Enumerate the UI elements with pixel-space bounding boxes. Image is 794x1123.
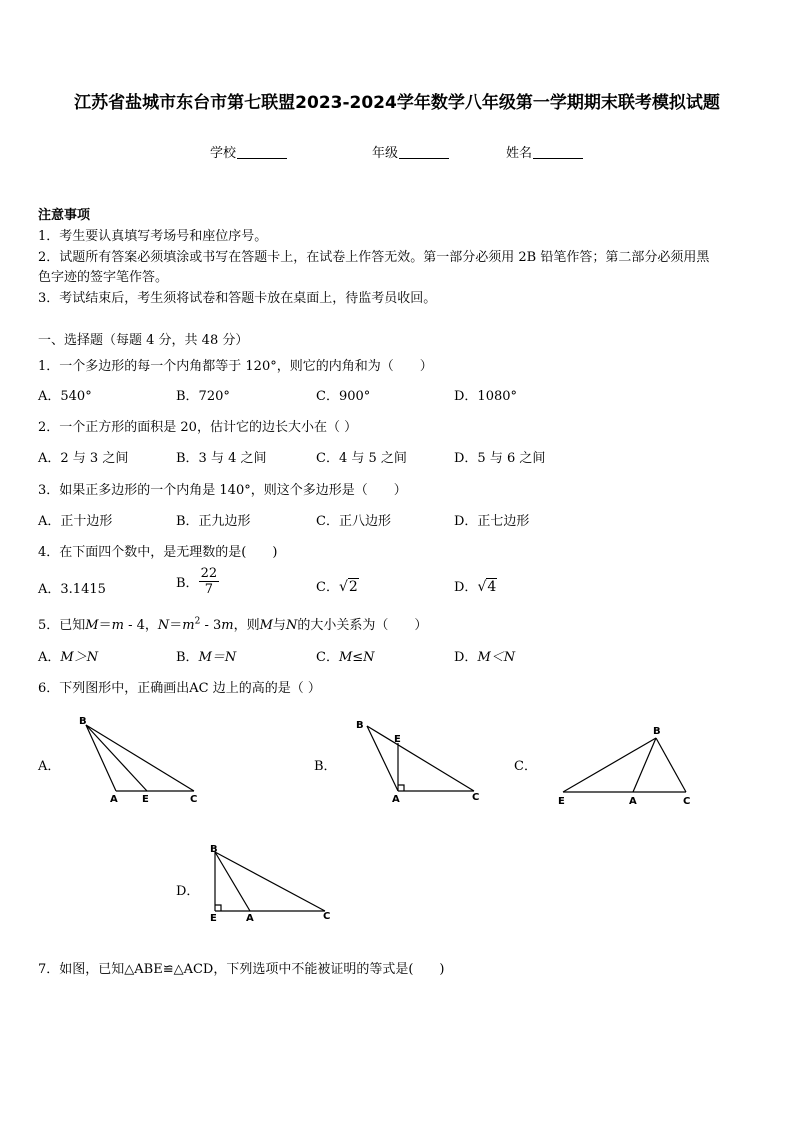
text: 5．已知 [38, 618, 86, 633]
point-label-e: E [394, 734, 401, 745]
q2-option-a[interactable]: A．2 与 3 之间 [38, 451, 129, 466]
q4-option-d[interactable] [454, 576, 497, 595]
text: ＝ [169, 618, 183, 633]
q2-option-d[interactable]: D．5 与 6 之间 [454, 451, 546, 466]
figure-b [350, 712, 490, 807]
grade-label: 年级 [372, 146, 399, 161]
name-label: 姓名 [506, 146, 533, 161]
school-label: 学校 [210, 146, 237, 161]
point-label-c: C [323, 911, 331, 922]
point-label-a: A [629, 796, 637, 807]
var-m: m [111, 618, 124, 633]
q3-option-a[interactable]: A．正十边形 [38, 514, 113, 529]
point-label-a: A [392, 794, 400, 805]
var-m: m [221, 618, 234, 633]
figure-c [553, 718, 703, 813]
notice-item: 1．考生要认真填写考场号和座位序号。 [38, 229, 268, 244]
text: - 4， [123, 618, 158, 633]
q1-option-a[interactable]: A．540° [38, 389, 92, 404]
school-field[interactable] [210, 142, 287, 161]
point-label-e: E [210, 913, 217, 924]
var-n-upper: N [285, 618, 298, 633]
exponent: 2 [194, 616, 201, 627]
sqrt-expression [477, 578, 497, 595]
q3-option-b[interactable]: B．正九边形 [176, 514, 251, 529]
option-label: C． [316, 650, 339, 665]
question-7-stem: 7．如图，已知△ABE≌△ACD，下列选项中不能被证明的等式是( ) [38, 962, 445, 977]
q6-option-b[interactable]: B． [314, 759, 337, 774]
option-value: M＝N [198, 650, 237, 665]
q5-option-a[interactable] [38, 646, 98, 665]
point-label-b: B [356, 720, 364, 731]
point-label-c: C [683, 796, 691, 807]
q2-option-b[interactable]: B．3 与 4 之间 [176, 451, 267, 466]
name-field[interactable] [506, 142, 583, 161]
text: - 3 [200, 618, 222, 633]
question-5-stem [38, 614, 427, 633]
var-m-upper: M [259, 618, 273, 633]
notice-heading: 注意事项 [38, 208, 91, 223]
point-label-a: A [246, 913, 254, 924]
fraction [199, 566, 220, 597]
radical-sign: √ [477, 579, 487, 595]
notice-item: 色字迹的签字笔作答。 [38, 270, 169, 285]
q5-option-d[interactable] [454, 646, 515, 665]
option-value: M＞N [60, 650, 99, 665]
question-3-stem: 3．如果正多边形的一个内角是 140°，则这个多边形是（ ） [38, 483, 407, 498]
page-title: 江苏省盐城市东台市第七联盟2023-2024学年数学八年级第一学期期末联考模拟试题 [74, 93, 720, 113]
option-label: B． [176, 576, 199, 591]
q3-option-c[interactable]: C．正八边形 [316, 514, 391, 529]
option-value: M＜N [477, 650, 516, 665]
text: 的大小关系为（ ） [297, 618, 428, 633]
q4-option-a[interactable]: A．3.1415 [38, 582, 106, 597]
point-label-b: B [653, 726, 661, 737]
radical-sign: √ [338, 579, 348, 595]
text: ＝ [98, 618, 112, 633]
sqrt-expression [339, 578, 359, 595]
q2-option-c[interactable]: C．4 与 5 之间 [316, 451, 407, 466]
q1-option-c[interactable]: C．900° [316, 389, 371, 404]
text: 与 [272, 618, 286, 633]
point-label-c: C [472, 792, 480, 803]
fraction-numerator: 22 [200, 566, 218, 581]
q4-option-b[interactable] [176, 566, 219, 597]
question-2-stem: 2．一个正方形的面积是 20，估计它的边长大小在（ ） [38, 420, 358, 435]
radicand: 2 [348, 579, 358, 595]
var-m-upper: M [85, 618, 99, 633]
grade-field[interactable] [372, 142, 449, 161]
q6-option-c[interactable]: C． [514, 759, 537, 774]
option-label: D． [454, 580, 478, 595]
q3-option-d[interactable]: D．正七边形 [454, 514, 530, 529]
notice-item: 3．考试结束后，考生须将试卷和答题卡放在桌面上，待监考员收回。 [38, 291, 437, 306]
q4-option-c[interactable] [316, 576, 359, 595]
fraction-denominator: 7 [204, 582, 213, 597]
figure-d [205, 840, 345, 930]
question-4-stem: 4．在下面四个数中，是无理数的是( ) [38, 545, 278, 560]
var-n-upper: N [157, 618, 170, 633]
question-6-stem: 6．下列图形中，正确画出AC 边上的高的是（ ） [38, 681, 321, 696]
option-label: B． [176, 650, 199, 665]
option-label: D． [454, 650, 478, 665]
q5-option-c[interactable] [316, 646, 375, 665]
point-label-c: C [190, 794, 198, 805]
q6-option-a[interactable]: A． [38, 759, 61, 774]
option-value: M≤N [338, 650, 375, 665]
q6-option-d[interactable]: D． [176, 884, 200, 899]
q1-option-b[interactable]: B．720° [176, 389, 230, 404]
option-label: A． [38, 650, 61, 665]
point-label-e: E [558, 796, 565, 807]
section-heading: 一、选择题（每题 4 分，共 48 分） [38, 333, 249, 348]
option-label: C． [316, 580, 339, 595]
figure-a [70, 712, 210, 807]
point-label-b: B [210, 844, 218, 855]
notice-item: 2．试题所有答案必须填涂或书写在答题卡上，在试卷上作答无效。第一部分必须用 2B 铅笔作答；第二部分必须用黑 [38, 250, 710, 265]
var-m: m [182, 618, 195, 633]
point-label-b: B [79, 716, 87, 727]
q1-option-d[interactable]: D．1080° [454, 389, 518, 404]
point-label-a: A [110, 794, 118, 805]
radicand: 4 [487, 579, 497, 595]
text: ，则 [233, 618, 260, 633]
q5-option-b[interactable] [176, 646, 236, 665]
point-label-e: E [142, 794, 149, 805]
question-1-stem: 1．一个多边形的每一个内角都等于 120°，则它的内角和为（ ） [38, 359, 433, 374]
